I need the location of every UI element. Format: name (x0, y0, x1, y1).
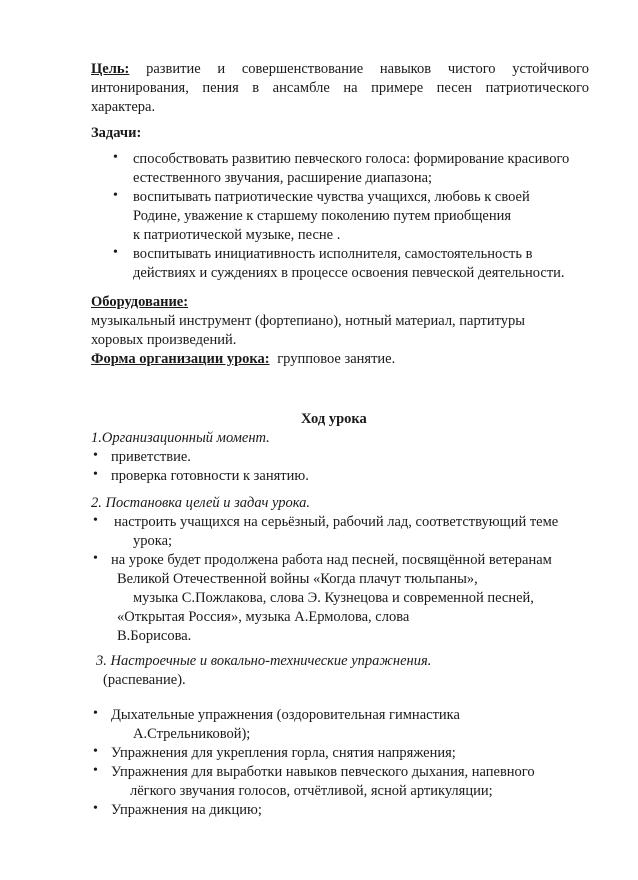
section-1-item-1: приветствие. (111, 449, 191, 465)
bullet: • (93, 513, 98, 528)
bullet: • (113, 188, 118, 203)
bullet: • (93, 801, 98, 816)
task-1-line-1: способствовать развитию певческого голоса: формирование красивого (133, 151, 570, 167)
section-3-item-4: Упражнения на дикцию; (111, 802, 262, 818)
equipment-line-1: музыкальный инструмент (фортепиано), нотный материал, партитуры (91, 313, 526, 329)
bullet: • (93, 744, 98, 759)
bullet: • (93, 551, 98, 566)
task-2-line-2: Родине, уважение к старшему поколению путем приобщения (133, 208, 512, 224)
form-line (91, 350, 395, 369)
task-1-line-2: естественного звучания, расширение диапазона; (133, 170, 433, 186)
section-2-item-2-line-1: на уроке будет продолжена работа над песней, посвящённой ветеранам (111, 552, 552, 568)
goal-line-2: интонирования, пения в ансамбле на примере песен патриотического (91, 80, 589, 96)
task-3-line-2: действиях и суждениях в процессе освоения певческой деятельности. (133, 265, 565, 281)
section-2-item-2-line-5: В.Борисова. (117, 628, 192, 644)
section-3-item-1-line-2: А.Стрельниковой); (133, 726, 251, 742)
goal-text-1: развитие и совершенствование навыков чистого устойчивого (146, 61, 589, 77)
bullet: • (93, 467, 98, 482)
section-3-item-3-line-1: Упражнения для выработки навыков певческого дыхания, напевного (111, 764, 535, 780)
tasks-heading: Задачи: (91, 125, 142, 141)
bullet: • (113, 245, 118, 260)
bullet: • (93, 706, 98, 721)
section-1-heading: 1.Организационный момент. (91, 430, 270, 446)
section-2-item-2-line-2: Великой Отечественной войны «Когда плачут тюльпаны», (117, 571, 478, 587)
bullet: • (93, 448, 98, 463)
equipment-line-2: хоровых произведений. (91, 332, 237, 348)
section-1-item-2: проверка готовности к занятию. (111, 468, 309, 484)
goal-line-3: характера. (91, 99, 156, 115)
section-3-heading: 3. Настроечные и вокально-технические упражнения. (96, 653, 432, 669)
section-3-item-2: Упражнения для укрепления горла, снятия напряжения; (111, 745, 456, 761)
goal-label: Цель: (91, 61, 130, 77)
task-2-line-3: к патриотической музыке, песне . (133, 227, 341, 243)
equipment-heading: Оборудование: (91, 294, 189, 310)
form-label: Форма организации урока: (91, 351, 270, 367)
task-2-line-1: воспитывать патриотические чувства учащихся, любовь к своей (133, 189, 530, 205)
section-2-item-2-line-3: музыка С.Пожлакова, слова Э. Кузнецова и современной песней, (133, 590, 534, 606)
task-3-line-1: воспитывать инициативность исполнителя, самостоятельность в (133, 246, 533, 262)
lesson-title: Ход урока (301, 411, 367, 427)
section-2-item-1-line-1: настроить учащихся на серьёзный, рабочий лад, соответствующий теме (114, 514, 559, 530)
bullet: • (113, 150, 118, 165)
section-3-item-1-line-1: Дыхательные упражнения (оздоровительная гимнастика (111, 707, 460, 723)
bullet: • (93, 763, 98, 778)
section-3-subheading: (распевание). (103, 672, 186, 688)
section-3-item-3-line-2: лёгкого звучания голосов, отчётливой, ясной артикуляции; (130, 783, 493, 799)
section-2-heading: 2. Постановка целей и задач урока. (91, 495, 311, 511)
section-2-item-1-line-2: урока; (133, 533, 173, 549)
form-value: групповое занятие. (277, 351, 396, 367)
goal-line-1 (91, 60, 589, 79)
section-2-item-2-line-4: «Открытая Россия», музыка А.Ермолова, слова (117, 609, 410, 625)
